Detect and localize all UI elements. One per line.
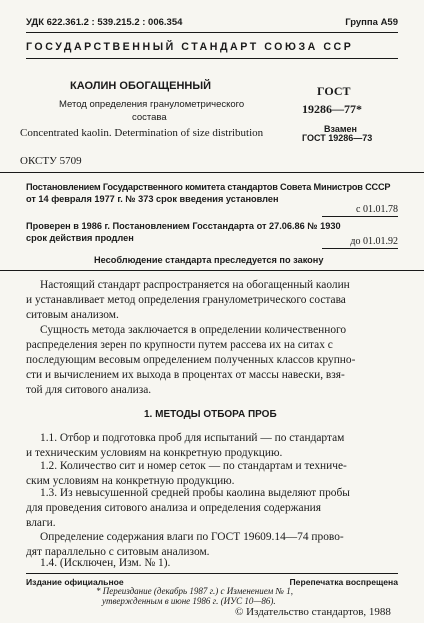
extended-date-rule — [322, 248, 398, 249]
footer-rule — [26, 573, 398, 574]
decree-line4: срок действия продлен — [26, 233, 134, 243]
scope-line3: ситовым анализом. — [26, 309, 119, 321]
effective-date-rule — [322, 216, 398, 217]
legal-notice: Несоблюдение стандарта преследуется по закону — [94, 255, 324, 265]
replaces-label: Взамен — [324, 124, 357, 134]
reprint-notice: Перепечатка воспрещена — [289, 577, 398, 587]
extended-date: до 01.01.92 — [350, 236, 398, 247]
scope-line1: Настоящий стандарт распространяется на обогащенный каолин — [40, 279, 350, 291]
clause-1-1 — [26, 431, 398, 461]
method-line4: сти и вычислением их выхода в процентах от массы навески, взя- — [26, 369, 345, 381]
method-line2: распределения зерен по крупности путем рассева их на ситах с — [26, 339, 333, 351]
udk-code: УДК 622.361.2 : 539.215.2 : 006.354 — [26, 17, 183, 28]
header-rule-top — [26, 32, 398, 33]
clause-1-2-line1: 1.2. Количество сит и номер сеток — по стандартам и техниче- — [40, 460, 347, 472]
scope-paragraph — [26, 278, 398, 323]
clause-1-3 — [26, 486, 398, 531]
clause-1-4 — [40, 557, 170, 569]
gost-label: ГОСТ — [317, 84, 351, 98]
decree-line1: Постановлением Государственного комитета стандартов Совета Министров СССР — [26, 182, 391, 192]
okstu-code: ОКСТУ 5709 — [20, 155, 82, 167]
gost-number: 19286—77* — [302, 102, 362, 116]
reissue-note-line2: утвержденным в июне 1986 г. (ИУС 10—86). — [102, 596, 276, 606]
decree-line2: от 14 февраля 1977 г. № 373 срок введения установлен — [26, 194, 279, 204]
standard-subtitle-line2: состава — [132, 112, 167, 123]
method-line5: той для ситового анализа. — [26, 384, 152, 396]
standard-subtitle-line1: Метод определения гранулометрического — [59, 99, 245, 110]
scope-line2: и устанавливает метод определения гранулометрического состава — [26, 294, 346, 306]
clause-1-1-line2: и техническим условиям на конкретную продукцию. — [26, 447, 283, 459]
clause-1-3-line3: влаги. — [26, 517, 56, 529]
decree-divider — [0, 270, 424, 271]
method-line3: последующим весовым определением полученных классов крупно- — [26, 354, 356, 366]
replaces-number: ГОСТ 19286—73 — [302, 133, 373, 143]
copyright: © Издательство стандартов, 1988 — [235, 606, 391, 618]
standard-title: КАОЛИН ОБОГАЩЕННЫЙ — [70, 80, 212, 92]
effective-date: с 01.01.78 — [356, 204, 398, 215]
clause-1-3-moisture — [26, 530, 398, 560]
method-line1: Сущность метода заключается в определении количественного — [40, 324, 347, 336]
clause-1-1-line1: 1.1. Отбор и подготовка проб для испытаний — по стандартам — [40, 432, 345, 444]
standard-title-english: Concentrated kaolin. Determination of size distribution — [20, 127, 264, 139]
clause-1-4-text: 1.4. (Исключен, Изм. № 1). — [40, 557, 171, 569]
clause-1-2 — [26, 459, 398, 489]
clause-1-3-line2: для проведения ситового анализа и определения содержания — [26, 502, 322, 514]
section-1-title: 1. МЕТОДЫ ОТБОРА ПРОБ — [144, 409, 277, 420]
header-rule-bottom — [26, 58, 398, 59]
org-title: ГОСУДАРСТВЕННЫЙ СТАНДАРТ СОЮЗА ССР — [26, 41, 354, 53]
moisture-line2: дят параллельно с ситовым анализом. — [26, 546, 210, 558]
clause-1-3-line1: 1.3. Из невысушенной средней пробы каолина выделяют пробы — [40, 487, 350, 499]
clause-1-2-line2: ским условиям на конкретную продукцию. — [26, 475, 235, 487]
title-divider — [0, 172, 424, 173]
decree-line3: Проверен в 1986 г. Постановлением Госстандарта от 27.06.86 № 1930 — [26, 221, 341, 231]
reissue-note-line1: * Переиздание (декабрь 1987 г.) с Изменением № 1, — [96, 586, 293, 596]
group-code: Группа А59 — [345, 17, 398, 28]
method-paragraph — [26, 323, 398, 398]
moisture-line1: Определение содержания влаги по ГОСТ 19609.14—74 прово- — [40, 531, 344, 543]
edition-label: Издание официальное — [26, 577, 124, 587]
